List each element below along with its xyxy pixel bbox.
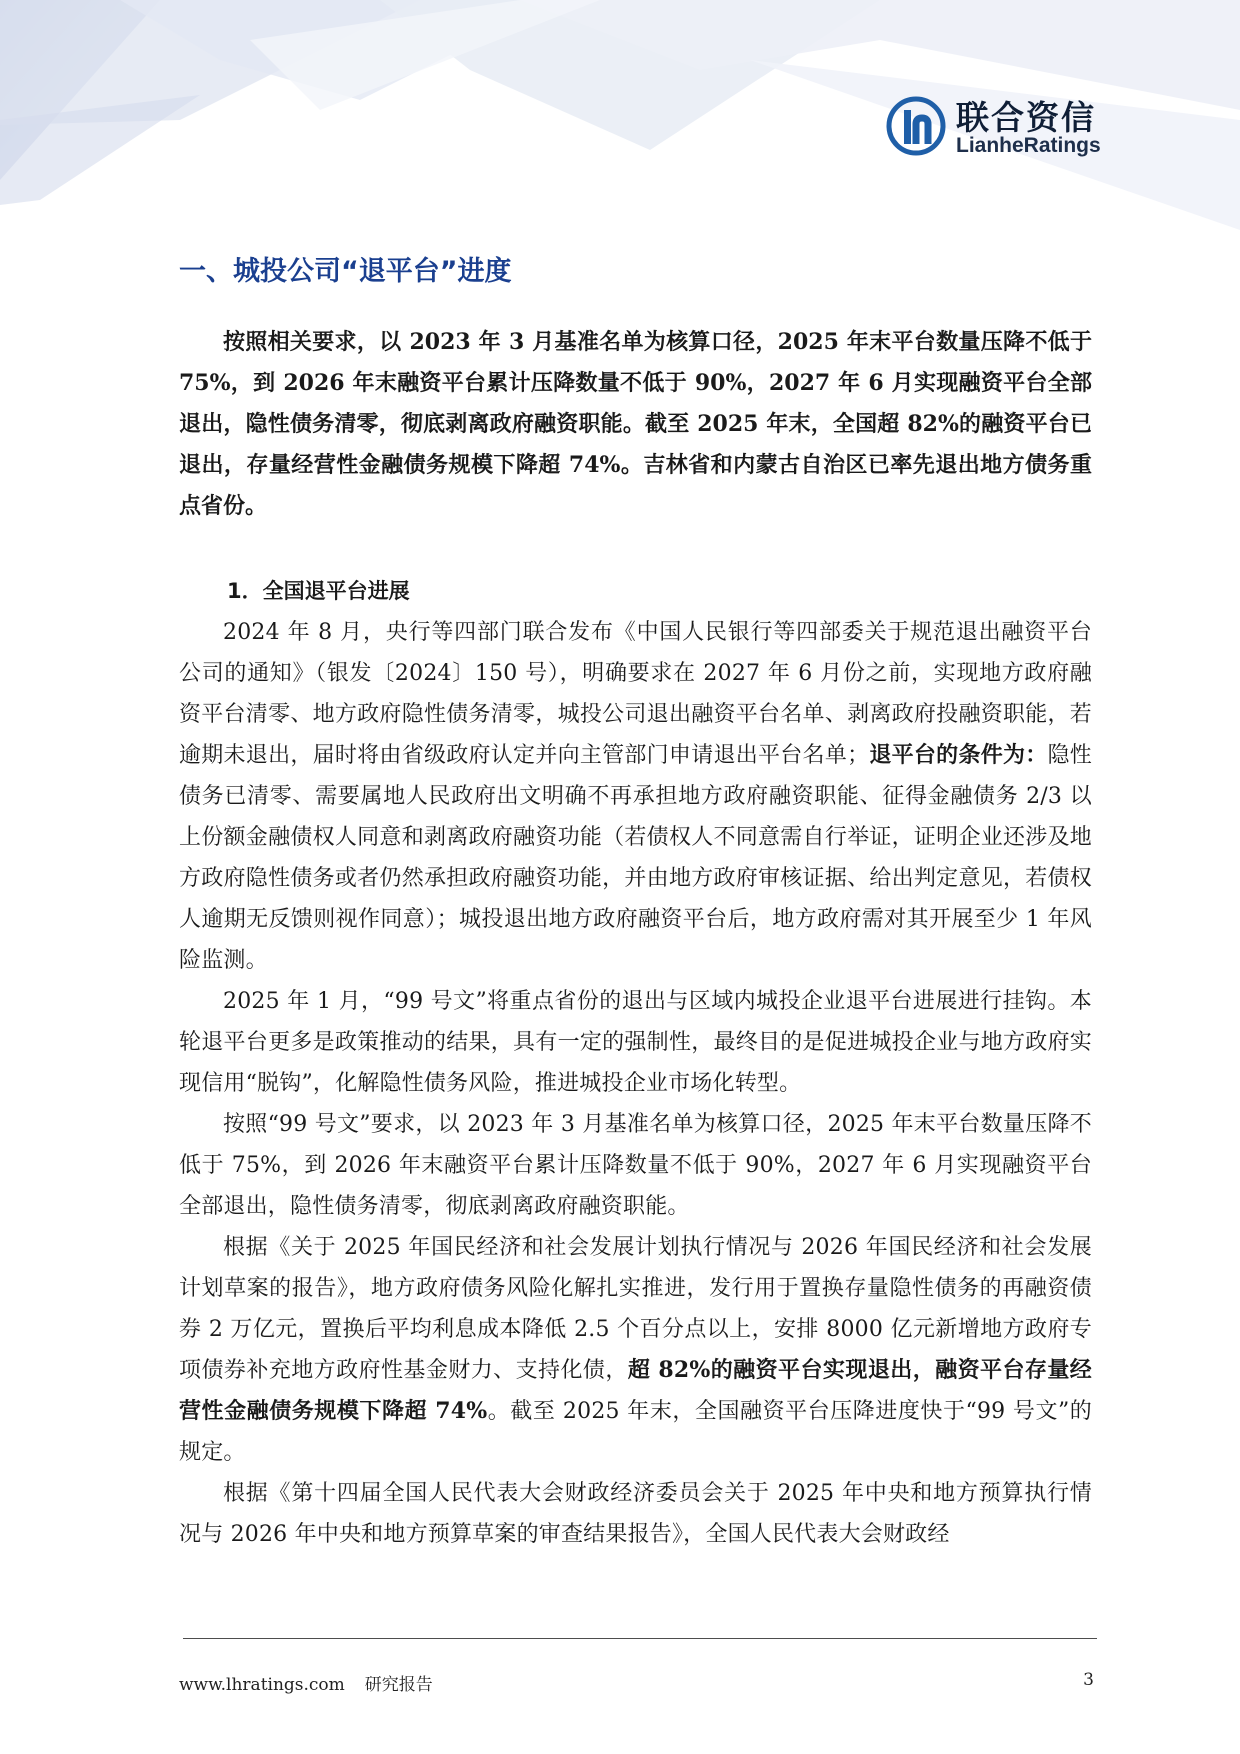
paragraph-3: 按照“99 号文”要求，以 2023 年 3 月基准名单为核算口径，2025 年末平台数量压降不低于 75%，到 2026 年末融资平台累计压降数量不低于 90%，2027 年 6 月实现融资平台全部退出，隐性债务清零，彻底剥离政府融资职能。 [179, 1112, 1092, 1219]
brand-name-en: LianheRatings [956, 134, 1101, 157]
footer-website-link[interactable]: www.lhratings.com [179, 1675, 345, 1695]
page-number: 3 [1083, 1670, 1094, 1690]
paragraph-1-bold: 退平台的条件为： [869, 742, 1048, 768]
paragraph-2: 2025 年 1 月，“99 号文”将重点省份的退出与区域内城投企业退平台进展进行挂钩。本轮退平台更多是政策推动的结果，具有一定的强制性，最终目的是促进城投企业与地方政府实现信用“脱钩”，化解隐性债务风险，推进城投企业市场化转型。 [179, 989, 1092, 1096]
footer [179, 1670, 453, 1695]
paragraph-1 [179, 612, 1092, 981]
brand-logo [886, 92, 1106, 162]
footer-divider [183, 1638, 1097, 1639]
paragraph-4-bold: 超 82%的融资平台实现退出，融资平台存量经营性金融债务规模下降超 74% [179, 1357, 1092, 1424]
footer-label: 研究报告 [364, 1675, 433, 1695]
paragraph-4-text-b: 。截至 2025 年末，全国融资平台压降进度快于“99 号文”的规定。 [179, 1399, 1093, 1465]
section-summary: 按照相关要求，以 2023 年 3 月基准名单为核算口径，2025 年末平台数量压降不低于 75%，到 2026 年末融资平台累计压降数量不低于 90%，2027 年 6 月实现融资平台全部退出，隐性债务清零，彻底剥离政府融资职能。截至 2025 年末，全国超 82%的融资平台已退出，存量经营性金融债务规模下降超 74%。吉林省和内蒙古自治区已率先退出地方债务重点省份。 [179, 329, 1092, 519]
paragraph-5: 根据《第十四届全国人民代表大会财政经济委员会关于 2025 年中央和地方预算执行情况与 2026 年中央和地方预算草案的审查结果报告》，全国人民代表大会财政经 [179, 1481, 1092, 1547]
subsection-heading: 1．全国退平台进展 [227, 579, 410, 603]
paragraph-1-text-b: 隐性债务已清零、需要属地人民政府出文明确不再承担地方政府融资职能、征得金融债务 2/3 以上份额金融债权人同意和剥离政府融资功能（若债权人不同意需自行举证，证明企业还涉及地方政府隐性债务或者仍然承担政府融资功能，并由地方政府审核证据、给出判定意见，若债权人逾期无反馈则视作同意）；城投退出地方政府融资平台后，地方政府需对其开展至少 1 年风险监测。 [179, 743, 1093, 973]
paragraph-4 [179, 1227, 1092, 1473]
paragraph-1-text-a: 2024 年 8 月，央行等四部门联合发布《中国人民银行等四部委关于规范退出融资平台公司的通知》（银发〔2024〕150 号），明确要求在 2027 年 6 月份之前，实现地方政府融资平台清零、地方政府隐性债务清零，城投公司退出融资平台名单、剥离政府投融资职能，若逾期未退出，届时将由省级政府认定并向主管部门申请退出平台名单； [179, 620, 1092, 768]
document-body [179, 252, 1092, 1555]
paragraph-4-text-a: 根据《关于 2025 年国民经济和社会发展计划执行情况与 2026 年国民经济和社会发展计划草案的报告》，地方政府债务风险化解扎实推进，发行用于置换存量隐性债务的再融资债券 2 万亿元，置换后平均利息成本降低 2.5 个百分点以上，安排 8000 亿元新增地方政府专项债券补充地方政府性基金财力、支持化债， [179, 1235, 1092, 1383]
lianhe-logo-icon [886, 96, 946, 156]
section-title: 一、城投公司“退平台”进度 [179, 256, 512, 287]
brand-name-cn: 联合资信 [956, 98, 1096, 137]
